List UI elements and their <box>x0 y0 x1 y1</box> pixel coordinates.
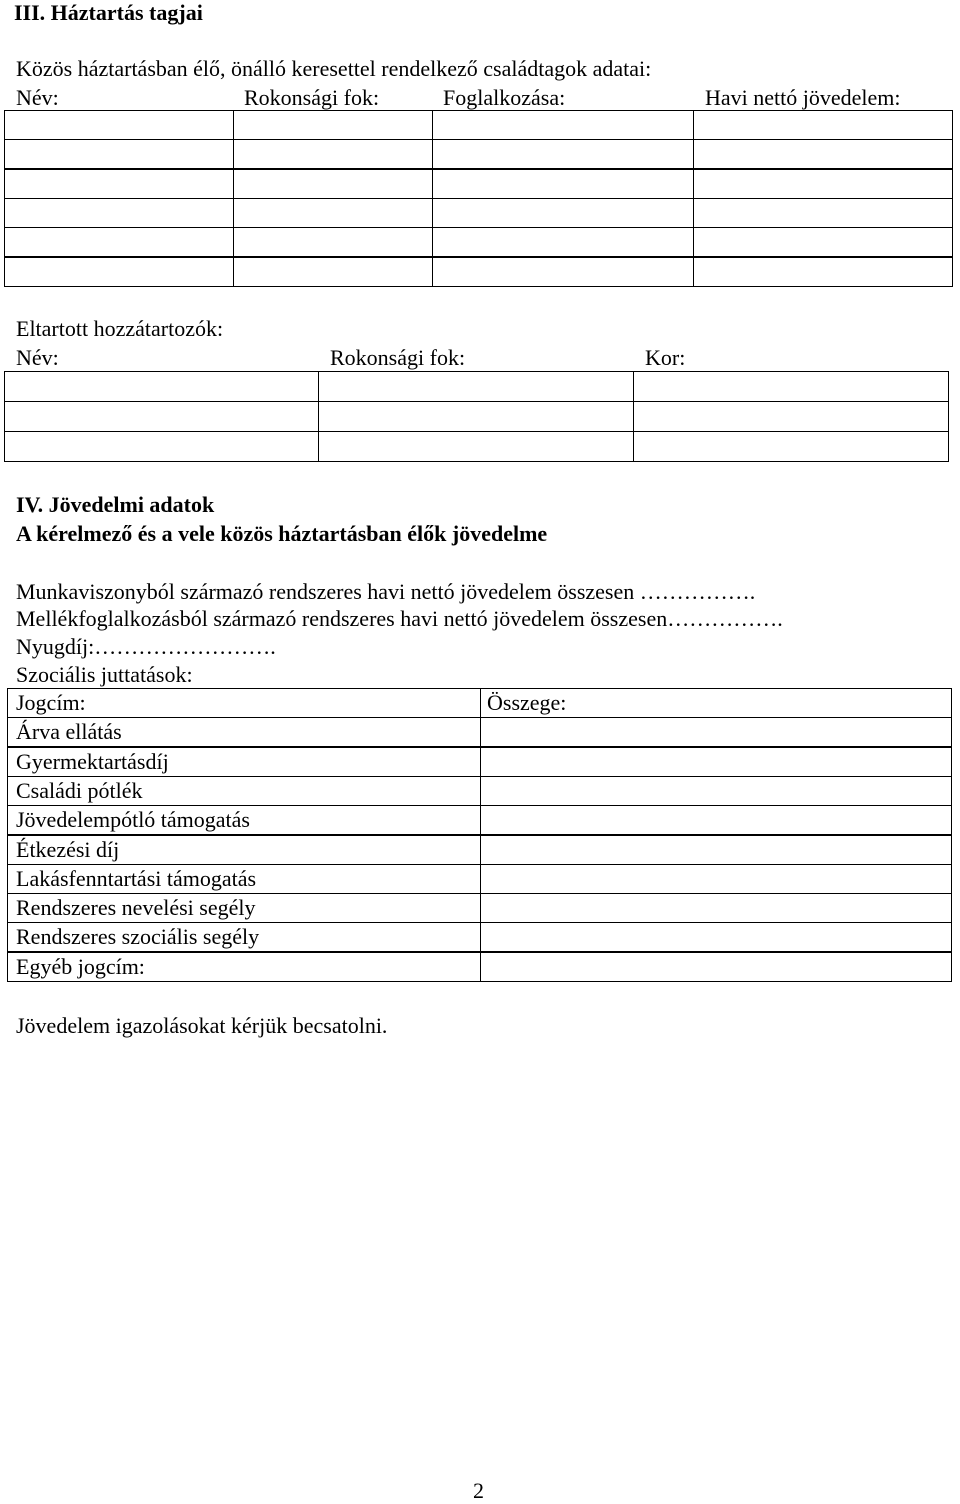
member-cell[interactable] <box>693 110 953 140</box>
section-4-subheading: A kérelmező és a vele közös háztartásban élők jövedelme <box>16 521 548 546</box>
member-cell[interactable] <box>4 227 234 257</box>
member-cell[interactable] <box>4 198 234 228</box>
dependent-cell[interactable] <box>633 431 949 462</box>
member-cell[interactable] <box>4 110 234 140</box>
col-name-label: Név: <box>16 85 59 110</box>
benefit-name: Étkezési díj <box>16 837 120 862</box>
footer-note: Jövedelem igazolásokat kérjük becsatolni. <box>16 1013 388 1038</box>
social-benefit-label <box>7 893 481 923</box>
member-cell[interactable] <box>233 227 433 257</box>
col-income-label: Havi nettó jövedelem: <box>705 85 901 110</box>
benefit-name: Rendszeres szociális segély <box>16 924 260 949</box>
social-benefit-label <box>7 747 481 777</box>
member-cell[interactable] <box>693 198 953 228</box>
member-cell[interactable] <box>233 169 433 199</box>
dependents-title: Eltartott hozzátartozók: <box>16 316 224 341</box>
page-number: 2 <box>473 1478 484 1503</box>
member-cell[interactable] <box>233 257 433 287</box>
pension-line: Nyugdíj:……………………. <box>16 634 276 659</box>
member-cell[interactable] <box>233 198 433 228</box>
dependent-cell[interactable] <box>318 401 634 432</box>
member-cell[interactable] <box>4 139 234 169</box>
social-benefit-label <box>7 835 481 865</box>
social-benefit-label <box>7 776 481 806</box>
dependent-cell[interactable] <box>4 371 319 402</box>
benefit-amount-field[interactable] <box>480 952 952 982</box>
benefit-name: Gyermektartásdíj <box>16 749 169 774</box>
benefit-name: Árva ellátás <box>16 719 122 744</box>
household-members-intro: Közös háztartásban élő, önálló keresettel rendelkező családtagok adatai: <box>16 56 652 81</box>
social-benefit-label <box>7 864 481 894</box>
jogcim-label: Jogcím: <box>16 690 86 715</box>
section-3-heading: III. Háztartás tagjai <box>14 0 203 25</box>
benefit-name: Családi pótlék <box>16 778 143 803</box>
benefit-amount-field[interactable] <box>480 922 952 952</box>
member-cell[interactable] <box>233 139 433 169</box>
member-cell[interactable] <box>432 227 694 257</box>
social-benefit-label <box>7 805 481 835</box>
social-benefit-label <box>7 922 481 952</box>
member-cell[interactable] <box>432 198 694 228</box>
osszege-label: Összege: <box>487 690 567 715</box>
dependent-cell[interactable] <box>4 401 319 432</box>
dependent-cell[interactable] <box>633 371 949 402</box>
dependent-cell[interactable] <box>318 431 634 462</box>
benefit-name: Egyéb jogcím: <box>16 954 145 979</box>
benefit-name: Lakásfenntartási támogatás <box>16 866 257 891</box>
dependent-cell[interactable] <box>4 431 319 462</box>
dependent-cell[interactable] <box>318 371 634 402</box>
dep-col-name-label: Név: <box>16 345 59 370</box>
social-header-amount <box>480 688 952 718</box>
member-cell[interactable] <box>693 169 953 199</box>
member-cell[interactable] <box>693 227 953 257</box>
member-cell[interactable] <box>432 257 694 287</box>
benefit-amount-field[interactable] <box>480 805 952 835</box>
member-cell[interactable] <box>4 169 234 199</box>
social-header-title <box>7 688 481 718</box>
member-cell[interactable] <box>693 139 953 169</box>
member-cell[interactable] <box>432 169 694 199</box>
benefit-name: Jövedelempótló támogatás <box>16 807 250 832</box>
benefit-amount-field[interactable] <box>480 747 952 777</box>
social-benefits-title: Szociális juttatások: <box>16 662 193 687</box>
employment-income-line: Munkaviszonyból származó rendszeres havi nettó jövedelem összesen ……………. <box>16 579 756 604</box>
member-cell[interactable] <box>233 110 433 140</box>
col-occupation-label: Foglalkozása: <box>443 85 566 110</box>
social-benefit-label <box>7 717 481 747</box>
benefit-name: Rendszeres nevelési segély <box>16 895 256 920</box>
benefit-amount-field[interactable] <box>480 776 952 806</box>
benefit-amount-field[interactable] <box>480 893 952 923</box>
benefit-amount-field[interactable] <box>480 717 952 747</box>
member-cell[interactable] <box>693 257 953 287</box>
social-benefit-label <box>7 952 481 982</box>
member-cell[interactable] <box>432 139 694 169</box>
dependent-cell[interactable] <box>633 401 949 432</box>
dep-col-age-label: Kor: <box>645 345 686 370</box>
dep-col-relation-label: Rokonsági fok: <box>330 345 466 370</box>
side-job-income-line: Mellékfoglalkozásból származó rendszeres havi nettó jövedelem összesen……………. <box>16 606 783 631</box>
section-4-heading: IV. Jövedelmi adatok <box>16 492 215 517</box>
member-cell[interactable] <box>432 110 694 140</box>
benefit-amount-field[interactable] <box>480 835 952 865</box>
member-cell[interactable] <box>4 257 234 287</box>
col-relation-label: Rokonsági fok: <box>244 85 380 110</box>
benefit-amount-field[interactable] <box>480 864 952 894</box>
